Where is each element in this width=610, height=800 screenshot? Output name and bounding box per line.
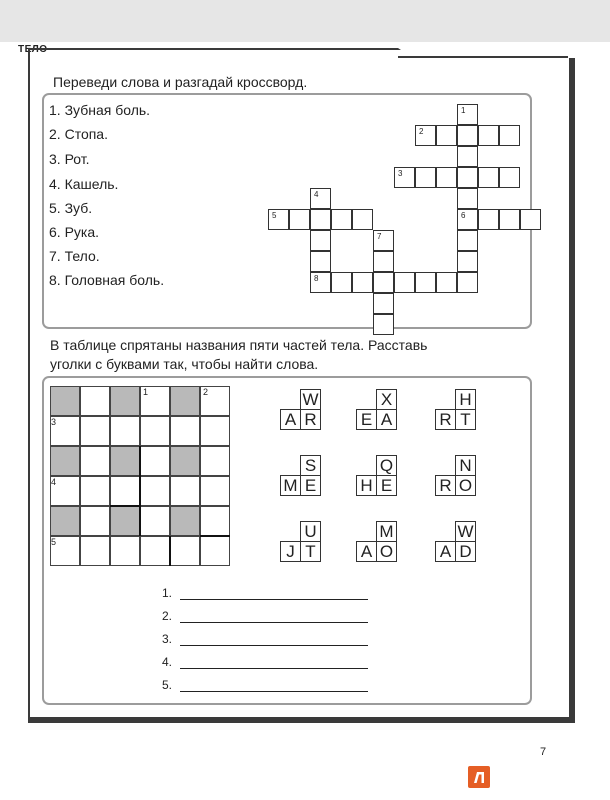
- grid-word-divider: [139, 446, 141, 536]
- crossword-cell[interactable]: [415, 167, 436, 188]
- answer-line[interactable]: [180, 622, 368, 623]
- crossword-cell[interactable]: [394, 272, 415, 293]
- grid-cell[interactable]: [200, 446, 230, 476]
- clue-number: 3.: [49, 151, 61, 167]
- clue-text: Головная боль.: [64, 272, 165, 288]
- corner-letter: A: [376, 409, 397, 430]
- corner-letter: O: [455, 475, 476, 496]
- corner-letter: S: [300, 455, 321, 476]
- task2-instruction-line2: уголки с буквами так, чтобы найти слова.: [50, 356, 319, 372]
- crossword-cell[interactable]: [289, 209, 310, 230]
- answer-line[interactable]: [180, 645, 368, 646]
- grid-number: 2: [203, 387, 209, 397]
- corner-letter: J: [280, 541, 301, 562]
- answer-line[interactable]: [180, 599, 368, 600]
- crossword-cell[interactable]: [457, 167, 478, 188]
- corner-letter: M: [376, 521, 397, 542]
- grid-shaded-cell: [50, 446, 80, 476]
- crossword-cell[interactable]: [499, 167, 520, 188]
- corner-letter: A: [435, 541, 456, 562]
- clue-number: 2.: [49, 126, 61, 142]
- clue-number: 6.: [49, 224, 61, 240]
- corner-letter: R: [435, 475, 456, 496]
- clue-item: [49, 272, 164, 288]
- crossword-cell[interactable]: [457, 188, 478, 209]
- corner-letter: U: [300, 521, 321, 542]
- corner-letter: E: [300, 475, 321, 496]
- grid-cell[interactable]: [170, 416, 200, 446]
- corner-letter: E: [376, 475, 397, 496]
- clue-number: 8.: [49, 272, 61, 288]
- crossword-number: 2: [419, 127, 424, 136]
- crossword-cell[interactable]: [310, 230, 331, 251]
- corner-letter: Q: [376, 455, 397, 476]
- grid-cell[interactable]: [80, 506, 110, 536]
- grid-shaded-cell: [170, 386, 200, 416]
- grid-cell[interactable]: [170, 536, 200, 566]
- crossword-cell[interactable]: [457, 125, 478, 146]
- crossword-number: 7: [377, 232, 382, 241]
- crossword-cell[interactable]: [499, 125, 520, 146]
- corner-letter: H: [356, 475, 377, 496]
- corner-letter: M: [280, 475, 301, 496]
- clue-number: 5.: [49, 200, 61, 216]
- grid-cell[interactable]: [140, 446, 170, 476]
- task1-instruction: Переведи слова и разгадай кроссворд.: [53, 74, 308, 90]
- answer-number: 4.: [161, 655, 172, 669]
- clue-text: Рот.: [64, 151, 90, 167]
- grid-cell[interactable]: [200, 506, 230, 536]
- crossword-cell[interactable]: [478, 125, 499, 146]
- crossword-cell[interactable]: [436, 167, 457, 188]
- grid-cell[interactable]: [80, 416, 110, 446]
- clue-text: Стопа.: [64, 126, 108, 142]
- grid-cell[interactable]: [80, 476, 110, 506]
- corner-letter: O: [376, 541, 397, 562]
- crossword-cell[interactable]: [457, 146, 478, 167]
- clue-item: [49, 200, 92, 216]
- corner-letter: R: [435, 409, 456, 430]
- clue-text: Зубная боль.: [64, 102, 151, 118]
- crossword-cell[interactable]: [373, 314, 394, 335]
- crossword-cell[interactable]: [436, 272, 457, 293]
- crossword-cell[interactable]: [415, 272, 436, 293]
- clue-item: [49, 224, 99, 240]
- answer-number: 1.: [161, 586, 172, 600]
- crossword-number: 8: [314, 274, 319, 283]
- clue-text: Кашель.: [64, 176, 119, 192]
- frame-tab-line: [398, 56, 568, 58]
- crossword-cell[interactable]: [373, 293, 394, 314]
- crossword-cell[interactable]: [457, 272, 478, 293]
- answer-number: 3.: [161, 632, 172, 646]
- clue-number: 4.: [49, 176, 61, 192]
- section-label: ТЕЛО: [18, 44, 48, 55]
- grid-number: 3: [51, 417, 57, 427]
- crossword-number: 6: [461, 211, 466, 220]
- corner-letter: T: [455, 409, 476, 430]
- grid-number: 4: [51, 477, 57, 487]
- corner-letter: A: [356, 541, 377, 562]
- grid-word-divider: [110, 505, 140, 507]
- grid-shaded-cell: [170, 506, 200, 536]
- grid-shaded-cell: [110, 506, 140, 536]
- grid-shaded-cell: [50, 506, 80, 536]
- grid-word-divider: [200, 535, 230, 537]
- answer-line[interactable]: [180, 691, 368, 692]
- top-margin-shade: [0, 0, 610, 42]
- grid-number: 5: [51, 537, 57, 547]
- grid-cell[interactable]: [140, 416, 170, 446]
- grid-word-divider: [169, 536, 171, 566]
- crossword-cell[interactable]: [457, 251, 478, 272]
- corner-letter: A: [280, 409, 301, 430]
- grid-cell[interactable]: [200, 536, 230, 566]
- grid-cell[interactable]: [140, 476, 170, 506]
- corner-letter: D: [455, 541, 476, 562]
- crossword-cell[interactable]: [457, 230, 478, 251]
- answer-number: 2.: [161, 609, 172, 623]
- crossword-cell[interactable]: [310, 209, 331, 230]
- grid-cell[interactable]: [80, 536, 110, 566]
- crossword-cell[interactable]: [436, 125, 457, 146]
- grid-shaded-cell: [170, 446, 200, 476]
- crossword-cell[interactable]: [352, 209, 373, 230]
- answer-line[interactable]: [180, 668, 368, 669]
- corner-letter: X: [376, 389, 397, 410]
- grid-shaded-cell: [110, 446, 140, 476]
- crossword-number: 4: [314, 190, 319, 199]
- clue-number: 1.: [49, 102, 61, 118]
- grid-cell[interactable]: [140, 506, 170, 536]
- crossword-number: 5: [272, 211, 277, 220]
- task2-instruction-line1: В таблице спрятаны названия пяти частей тела. Расставь: [50, 337, 428, 353]
- clue-item: [49, 126, 108, 142]
- corner-letter: W: [300, 389, 321, 410]
- crossword-cell[interactable]: [478, 209, 499, 230]
- grid-cell[interactable]: [80, 446, 110, 476]
- grid-shaded-cell: [110, 386, 140, 416]
- grid-cell[interactable]: [140, 536, 170, 566]
- corner-letter: R: [300, 409, 321, 430]
- crossword-number: 3: [398, 169, 403, 178]
- clue-text: Тело.: [64, 248, 100, 264]
- clue-item: [49, 248, 100, 264]
- publisher-logo-mark: [468, 766, 490, 788]
- grid-number: 1: [143, 387, 149, 397]
- grid-cell[interactable]: [200, 416, 230, 446]
- clue-item: [49, 176, 118, 192]
- clue-text: Зуб.: [64, 200, 93, 216]
- crossword-cell[interactable]: [331, 209, 352, 230]
- crossword-cell[interactable]: [373, 251, 394, 272]
- corner-letter: E: [356, 409, 377, 430]
- clue-number: 7.: [49, 248, 61, 264]
- corner-letter: N: [455, 455, 476, 476]
- grid-cell[interactable]: [110, 536, 140, 566]
- crossword-cell[interactable]: [373, 272, 394, 293]
- corner-letter: H: [455, 389, 476, 410]
- grid-cell[interactable]: [110, 416, 140, 446]
- crossword-cell[interactable]: [520, 209, 541, 230]
- clue-item: [49, 102, 150, 118]
- crossword-number: 1: [461, 106, 466, 115]
- crossword-cell[interactable]: [331, 272, 352, 293]
- grid-cell[interactable]: [200, 476, 230, 506]
- page-number: 7: [540, 746, 547, 758]
- grid-shaded-cell: [50, 386, 80, 416]
- crossword-cell[interactable]: [499, 209, 520, 230]
- crossword-cell[interactable]: [478, 167, 499, 188]
- corner-letter: T: [300, 541, 321, 562]
- crossword-cell[interactable]: [310, 251, 331, 272]
- clue-item: [49, 151, 90, 167]
- grid-cell[interactable]: [110, 476, 140, 506]
- corner-letter: W: [455, 521, 476, 542]
- grid-cell[interactable]: [170, 476, 200, 506]
- clue-text: Рука.: [64, 224, 100, 240]
- publisher-logo: [468, 766, 490, 788]
- crossword-cell[interactable]: [352, 272, 373, 293]
- answer-number: 5.: [161, 678, 172, 692]
- grid-cell[interactable]: [80, 386, 110, 416]
